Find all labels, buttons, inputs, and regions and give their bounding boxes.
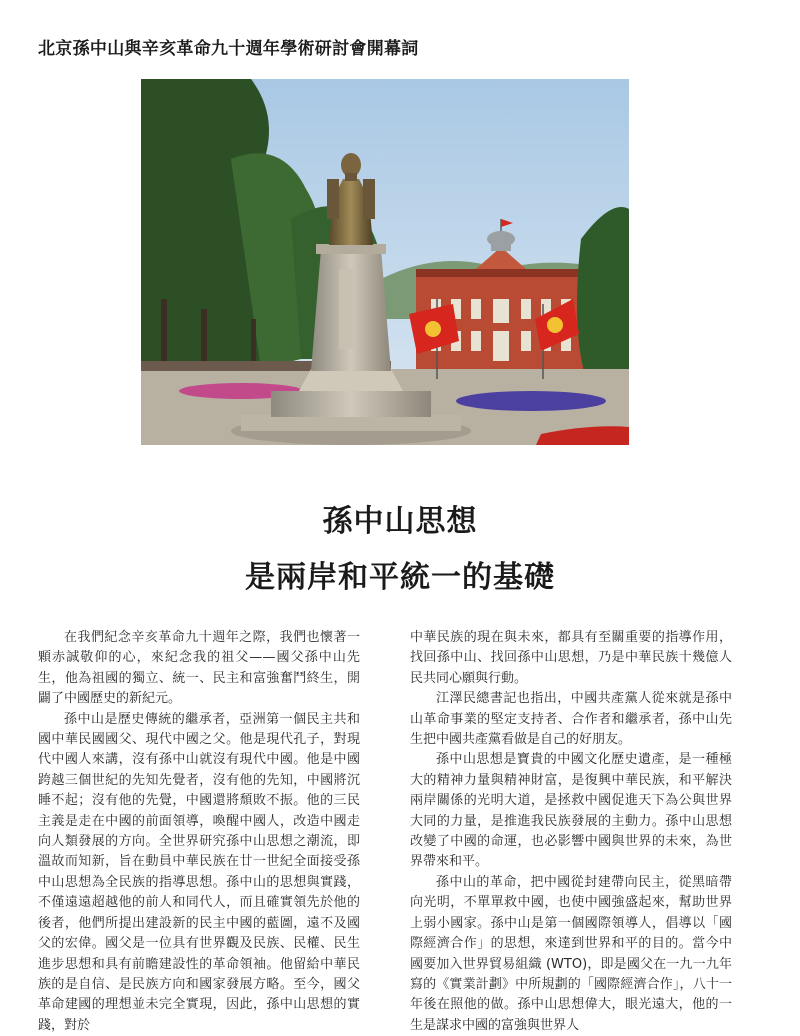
page-header-title: 北京孫中山與辛亥革命九十週年學術研討會開幕詞 [38,39,419,59]
headline-line-1: 孫中山思想 [322,504,478,539]
paragraph: 在我們紀念辛亥革命九十週年之際，我們也懷著一顆赤誠敬仰的心，來紀念我的祖父——國父孫中山先生，他為祖國的獨立、統一、民主和富強奮鬥終生，開闢了中國歷史的新紀元。 [38,630,360,707]
paragraph-continued: 中華民族的現在與未來，都具有至關重要的指導作用，找回孫中山、找回孫中山思想，乃是中華民族十幾億人民共同心願與行動。 [410,630,732,686]
paragraph: 孫中山的革命，把中國從封建帶向民主，從黑暗帶向光明，不單單救中國，也使中國強盛起來，幫助世界上弱小國家。孫中山是第一個國際領導人，倡導以「國際經濟合作」的思想，來達到世界和平的目的。當今中國要加入世界貿易組織 (WTO)，即是國父在一九一九年寫的《實業計劃》中所規劃的「國際經濟合作」，八十一年後在照他的做。孫中山思想偉大，眼光遠大，他的一生是謀求中國的富強與世界人 [410,874,732,1033]
paragraph: 孫中山思想是寶貴的中國文化歷史遺產，是一種極大的精神力量與精神財富，是復興中華民族，和平解決兩岸關係的光明大道，是拯救中國促進天下為公與世界大同的力量，是推進我民族發展的主動力。孫中山思想改變了中國的命運，也必影響中國與世界的未來，為世界帶來和平。 [410,752,732,870]
paragraph: 江澤民總書記也指出，中國共產黨人從來就是孫中山革命事業的堅定支持者、合作者和繼承者，孫中山先生把中國共產黨看做是自己的好朋友。 [410,691,732,748]
paragraph: 孫中山是歷史傳統的繼承者，亞洲第一個民主共和國中華民國國父、現代中國之父。他是現代孔子，對現代中國人來講，沒有孫中山就沒有現代中國。他是中國跨越三個世紀的先知先覺者，沒有他的先知，中國將沉睡不起；沒有他的先覺，中國還將頹敗不振。他的三民主義是走在中國的前面領導，喚醒中國人，改造中國走向人類發展的方向。全世界研究孫中山思想之潮流，即溫故而知新，旨在動員中華民族在廿一世紀全面接受孫中山思想為全民族的指導思想。孫中山的思想與實踐，不僅遠遠超越他的前人和同代人，而且確實領先於他的後者，他們所提出建設新的民主中國的藍圖，遠不及國父的宏偉。國父是一位具有世界觀及民族、民權、民生進步思想和具有前瞻建設性的革命領袖。他留給中華民族的是自信、是民族方向和國家發展方略。至今，國父革命建國的理想並未完全實現，因此，孫中山思想的實踐，對於 [38,711,360,1033]
left-column [38,628,360,1036]
photo-illustration [141,79,629,445]
headline-line-2: 是兩岸和平統一的基礎 [245,560,555,595]
sun-yat-sen-statue-photo [141,79,629,445]
right-column [410,628,732,1036]
